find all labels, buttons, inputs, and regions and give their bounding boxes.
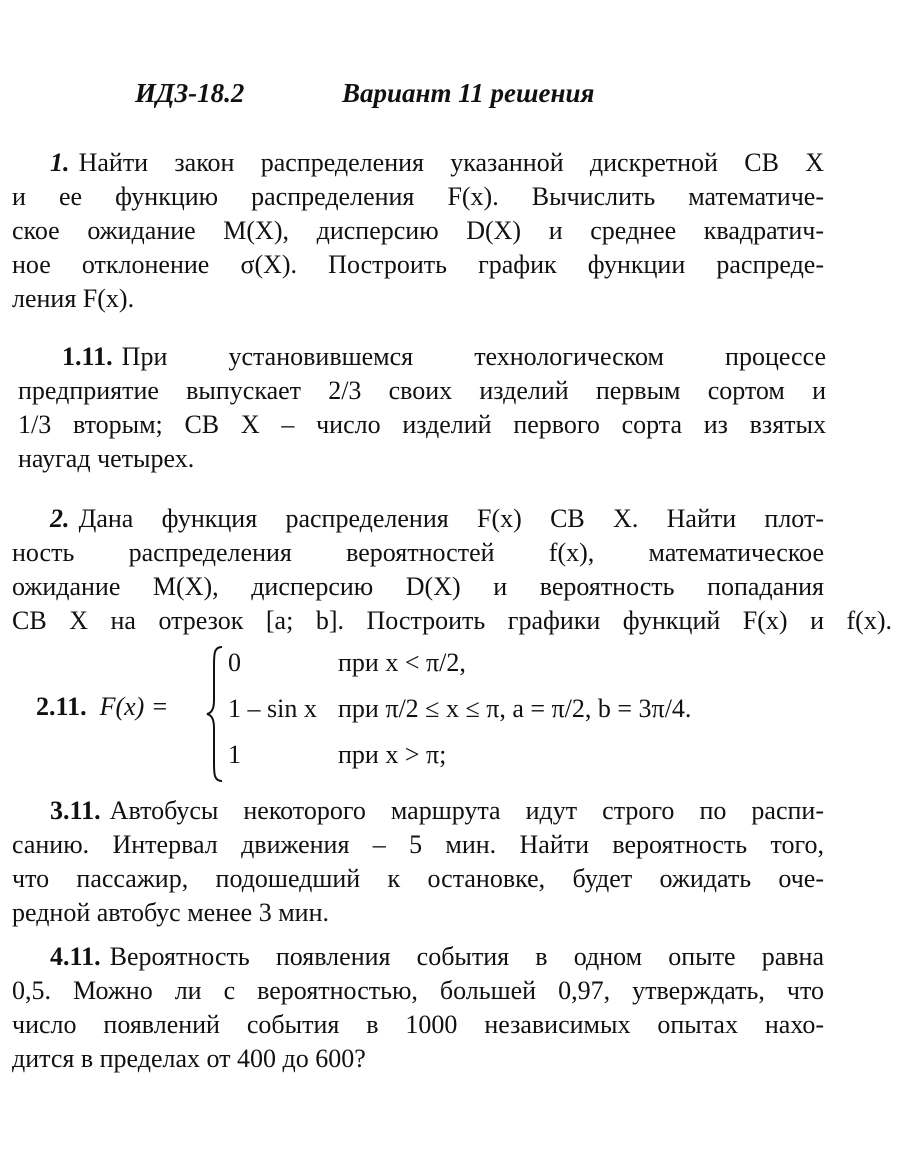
task-number: 2. [50,504,70,533]
task-text-line: СВ X на отрезок [a; b]. Построить графики функций F(x) и f(x). [12,606,892,635]
task-number: 4.11. [50,942,101,971]
task-text-line: 1/3 вторым; СВ X – число изделий первого сорта из взятых [18,410,826,439]
task-text-line: наугад четырех. [18,444,195,473]
formula-lhs: F(x) = [99,692,169,721]
task-text-line: санию. Интервал движения – 5 мин. Найти вероятность того, [12,830,824,859]
task-text-line: Дана функция распределения F(x) СВ X. Найти плот- [78,504,824,533]
formula-2-11 [0,640,910,790]
task-text-line: Найти закон распределения указанной дискретной СВ X [78,148,824,177]
piece-condition-2: при π/2 ≤ x ≤ π, a = π/2, b = 3π/4. [338,694,692,723]
piece-value-1: 0 [228,648,241,677]
variant-title: Вариант 11 решения [342,78,595,108]
task-text-line: что пассажир, подошедший к остановке, будет ожидать оче- [12,864,824,893]
task-text-line: При установившемся технологическом процессе [121,342,826,371]
document-header [0,78,910,118]
piece-value-2: 1 – sin x [228,694,317,723]
task-text-line: Автобусы некоторого маршрута идут строго по распи- [109,796,824,825]
curly-brace [205,644,225,784]
task-number: 1.11. [62,342,113,371]
task-number: 1. [50,148,70,177]
formula-label: 2.11. F(x) = [36,692,169,721]
piece-condition-1: при x < π/2, [338,648,466,677]
task-text-line: и ее функцию распределения F(x). Вычислить математиче- [12,182,824,211]
task-text-line: ное отклонение σ(X). Построить график функции распреде- [12,250,824,279]
task-text-line: ожидание M(X), дисперсию D(X) и вероятность попадания [12,572,824,601]
piece-condition-3: при x > π; [338,740,447,769]
task-text-line: ское ожидание M(X), дисперсию D(X) и среднее квадратич- [12,216,824,245]
piece-value-3: 1 [228,740,241,769]
task-text-line: число появлений события в 1000 независимых опытах нахо- [12,1010,824,1039]
task-text-line: предприятие выпускает 2/3 своих изделий первым сортом и [18,376,826,405]
task-text-line: редной автобус менее 3 мин. [12,898,329,927]
task-text-line: дится в пределах от 400 до 600? [12,1044,366,1073]
task-text-line: 0,5. Можно ли с вероятностью, большей 0,97, утверждать, что [12,976,824,1005]
assignment-id: ИДЗ-18.2 [135,78,245,108]
task-text-line: ления F(x). [12,284,135,313]
task-number: 3.11. [50,796,101,825]
task-text-line: ность распределения вероятностей f(x), математическое [12,538,824,567]
task-text-line: Вероятность появления события в одном опыте равна [109,942,824,971]
